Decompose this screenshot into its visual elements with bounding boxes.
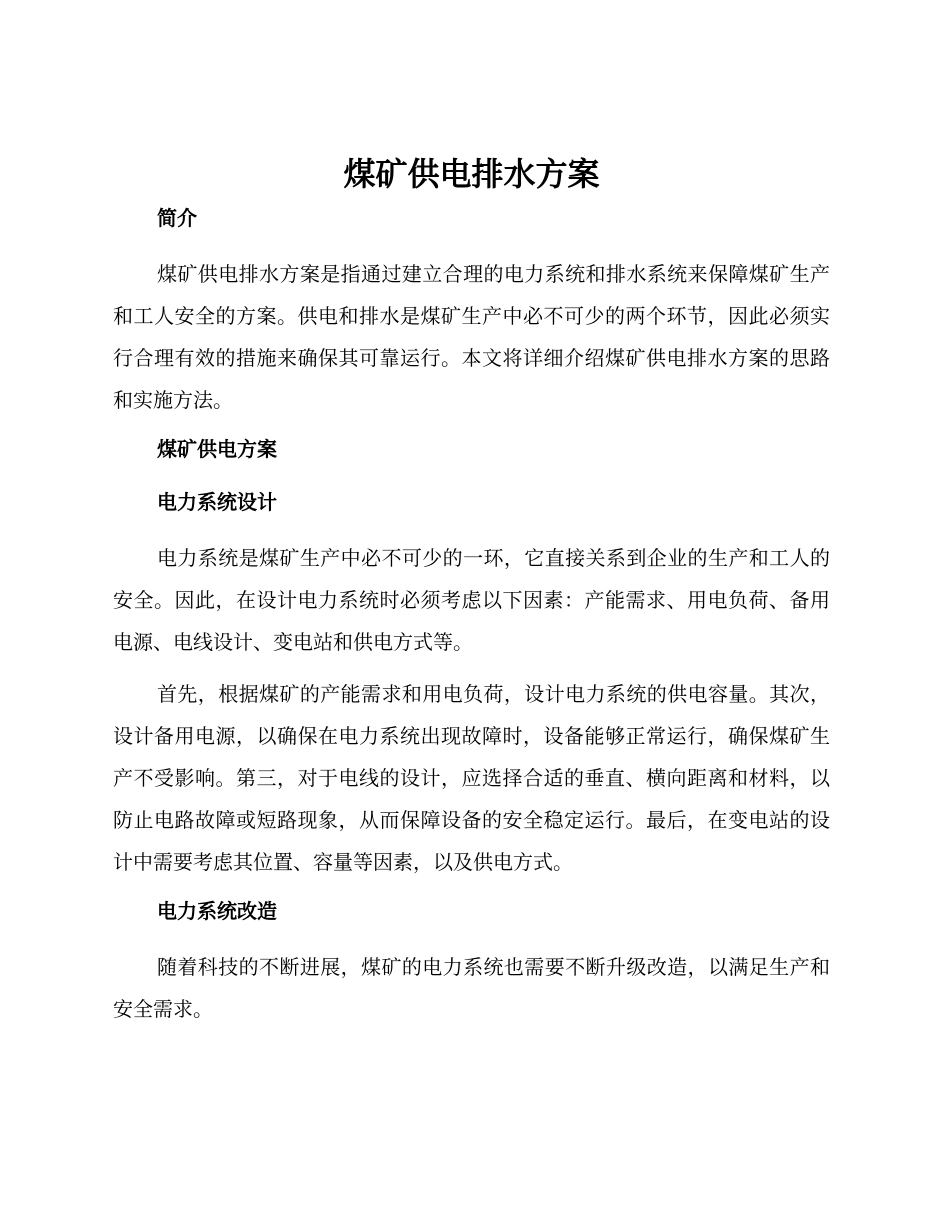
section-heading-power-design: 电力系统设计 (157, 490, 277, 514)
paragraph-intro: 煤矿供电排水方案是指通过建立合理的电力系统和排水系统来保障煤矿生产和工人安全的方案。供电和排水是煤矿生产中必不可少的两个环节，因此必须实行合理有效的措施来确保其可靠运行。本文将详细介绍煤矿供电排水方案的思路和实施方法。 (113, 262, 830, 412)
paragraph-power-upgrade: 随着科技的不断进展，煤矿的电力系统也需要不断升级改造，以满足生产和安全需求。 (113, 955, 830, 1021)
section-heading-power-upgrade: 电力系统改造 (157, 899, 277, 923)
document-title: 煤矿供电排水方案 (343, 155, 600, 193)
section-heading-intro: 简介 (157, 206, 197, 230)
paragraph-power-design-2: 首先，根据煤矿的产能需求和用电负荷，设计电力系统的供电容量。其次，设计备用电源，以确保在电力系统出现故障时，设备能够正常运行，确保煤矿生产不受影响。第三，对于电线的设计，应选择合适的垂直、横向距离和材料，以防止电路故障或短路现象，从而保障设备的安全稳定运行。最后，在变电站的设计中需要考虑其位置、容量等因素，以及供电方式。 (113, 682, 830, 874)
section-heading-power-plan: 煤矿供电方案 (157, 437, 277, 461)
document-body (113, 150, 830, 1040)
paragraph-power-design-1: 电力系统是煤矿生产中必不可少的一环，它直接关系到企业的生产和工人的安全。因此，在设计电力系统时必须考虑以下因素：产能需求、用电负荷、备用电源、电线设计、变电站和供电方式等。 (113, 546, 830, 654)
